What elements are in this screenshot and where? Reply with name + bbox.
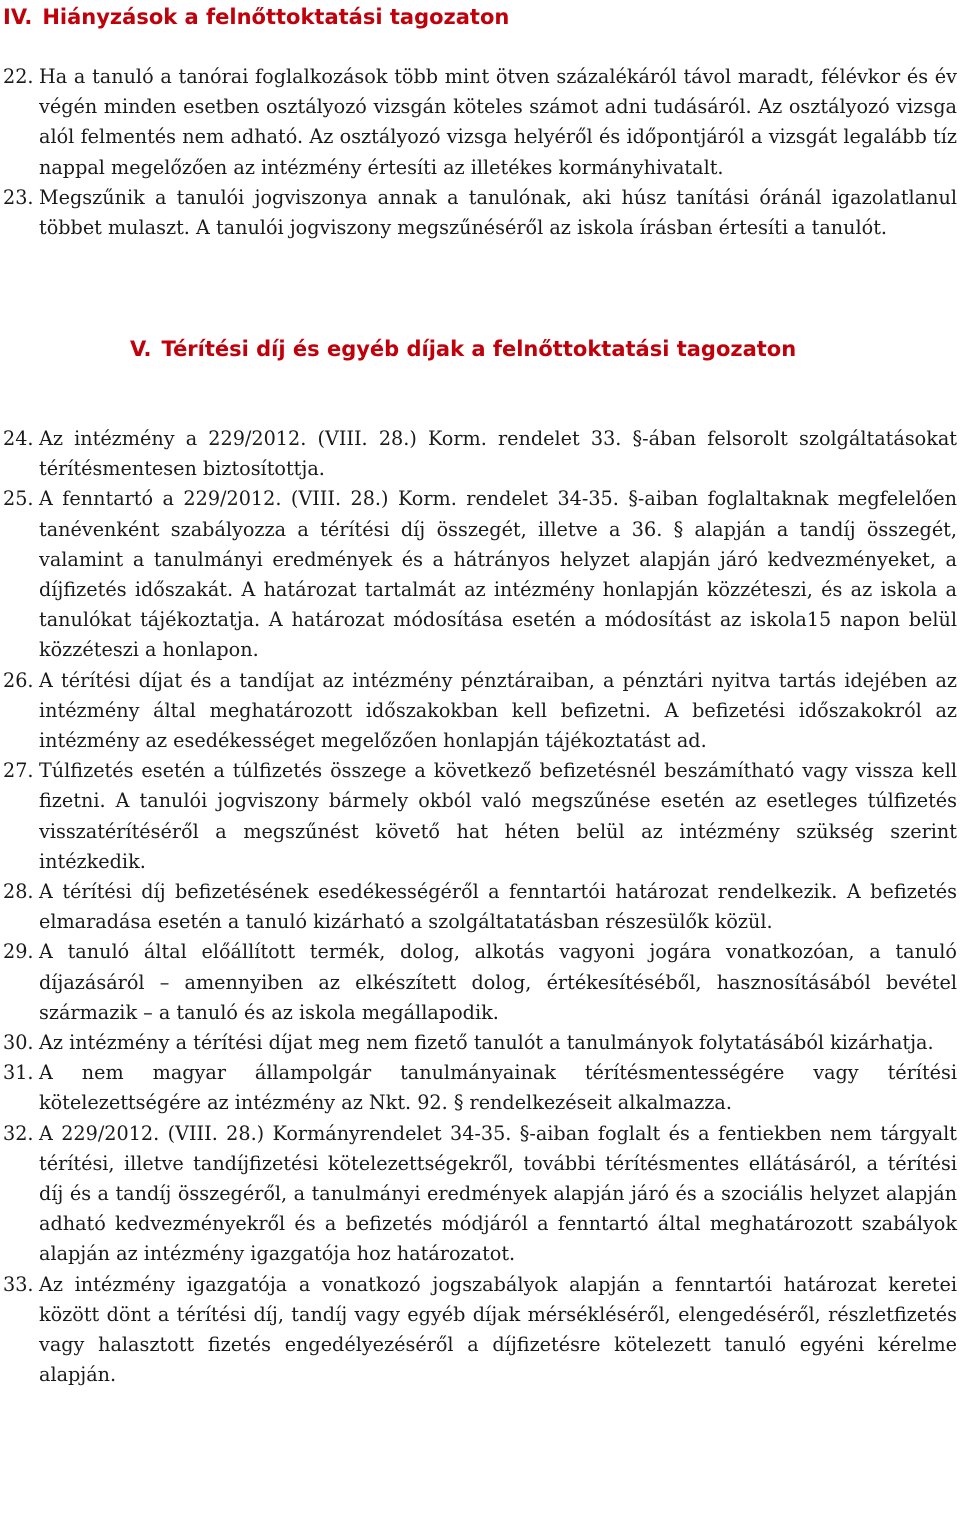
item-text: Ha a tanuló a tanórai foglalkozások több mint ötven százalékáról távol maradt, félévkor és év végén minden esetben osztályozó vizsgán köteles számot adni tudásáról. Az osztályozó vizsga alól felmentés nem adható. Az osztályozó vizsga helyéről és időpontjáról a vizsgát legalább tíz nappal megelőzően az intézmény értesíti az illetékes kormányhivatalt.	[39, 65, 957, 179]
item-number: 33.	[3, 1272, 34, 1296]
item-number: 30.	[3, 1031, 34, 1055]
list-item	[3, 756, 957, 877]
item-text: A térítési díjat és a tandíjat az intézmény pénztáraiban, a pénztári nyitva tartás idejében az intézmény által meghatározott időszakokban kell befizetni. A befizetési időszakokról az intézmény az esedékességet megelőzően honlapján tájékoztatást ad.	[39, 668, 957, 753]
item-number: 26.	[3, 668, 34, 692]
item-number: 25.	[3, 487, 34, 511]
list-item	[3, 937, 957, 1028]
item-text: Az intézmény igazgatója a vonatkozó jogszabályok alapján a fenntartói határozat keretei között dönt a térítési díj, tandíj vagy egyéb díjak mérsékléséről, elengedéséről, részletfizetés vagy halasztott fizetés engedélyezéséről a díjfizetésre kötelezett tanuló egyéni kérelme alapján.	[39, 1272, 957, 1387]
item-number: 23.	[3, 185, 34, 209]
item-number: 22.	[3, 65, 34, 88]
item-text: Megszűnik a tanulói jogviszonya annak a tanulónak, aki húsz tanítási óránál igazolatlanul többet mulaszt. A tanulói jogviszony megszűnéséről az iskola írásban értesíti a tanulót.	[39, 185, 957, 240]
item-text: Az intézmény a térítési díjat meg nem fizető tanulót a tanulmányok folytatásából kizárhatja.	[39, 1031, 934, 1055]
item-text: A tanuló által előállított termék, dolog, alkotás vagyoni jogára vonatkozóan, a tanuló díjazásáról – amennyiben az elkészített dolog, értékesítéséből, hasznosításából bevétel származik – a tanuló és az iskola megállapodik.	[39, 940, 957, 1024]
item-number: 24.	[3, 427, 34, 450]
list-item	[3, 666, 957, 757]
item-number: 32.	[3, 1121, 34, 1145]
list-item	[3, 877, 957, 937]
section-title: Térítési díj és egyéb díjak a felnőttoktatási tagozaton	[161, 337, 797, 361]
item-number: 31.	[3, 1061, 34, 1085]
list-item	[3, 424, 957, 484]
numbered-list-fees	[3, 424, 957, 1391]
item-text: A fenntartó a 229/2012. (VIII. 28.) Korm. rendelet 34-35. §-aiban foglaltaknak megfelelően tanévenként szabályozza a térítési díj összegét, illetve a 36. § alapján a tandíj összegét, valamint a tanulmányi eredmények és a hátrányos helyzet alapján járó kedvezményeket, a díjfizetés időszakát. A határozat tartalmát az intézmény honlapján közzéteszi, és az iskola a tanulókat tájékoztatja. A határozat módosítása esetén a módosítást az iskola15 napon belül közzéteszi a honlapon.	[39, 487, 957, 662]
item-text: A nem magyar állampolgár tanulmányainak térítésmentességére vagy térítési kötelezettségére az intézmény az Nkt. 92. § rendelkezéseit alkalmazza.	[39, 1061, 957, 1115]
section-title: Hiányzások a felnőttoktatási tagozaton	[42, 5, 510, 29]
list-item	[3, 1119, 957, 1270]
list-item	[3, 183, 957, 243]
section-heading-iv	[3, 2, 509, 32]
item-number: 29.	[3, 940, 34, 964]
list-item	[3, 484, 957, 665]
list-item	[3, 62, 957, 183]
item-text: A térítési díj befizetésének esedékességéről a fenntartói határozat rendelkezik. A befizetés elmaradása esetén a tanuló kizárható a szolgáltatatásban részesülők közül.	[39, 880, 957, 934]
item-text: A 229/2012. (VIII. 28.) Kormányrendelet 34-35. §-aiban foglalt és a fentiekben nem tárgyalt térítési, illetve tandíjfizetési kötelezettségekről, további térítésmentes ellátásáról, a térítési díj és a tandíj összegéről, a tanulmányi eredmények alapján járó és a szociális helyzet alapján adható kedvezményekről és a befizetés módjáról a fenntartó által meghatározott szabályok alapján az intézmény igazgatója hoz határozatot.	[39, 1121, 957, 1266]
list-item	[3, 1058, 957, 1118]
item-text: Túlfizetés esetén a túlfizetés összege a következő befizetésnél beszámítható vagy vissza kell fizetni. A tanulói jogviszony bármely okból való megszűnése esetén az esetleges túlfizetés visszatérítéséről a megszűnést követő hat héten belül az intézmény szükség szerint intézkedik.	[39, 759, 957, 873]
list-item	[3, 1028, 957, 1058]
section-number: V.	[130, 337, 152, 361]
list-item	[3, 1270, 957, 1391]
item-text: Az intézmény a 229/2012. (VIII. 28.) Korm. rendelet 33. §-ában felsorolt szolgáltatásokat térítésmentesen biztosítottja.	[39, 427, 957, 481]
numbered-list-absences	[3, 62, 957, 243]
section-heading-v	[130, 334, 796, 364]
item-number: 27.	[3, 759, 34, 783]
section-number: IV.	[3, 5, 33, 29]
item-number: 28.	[3, 880, 34, 904]
